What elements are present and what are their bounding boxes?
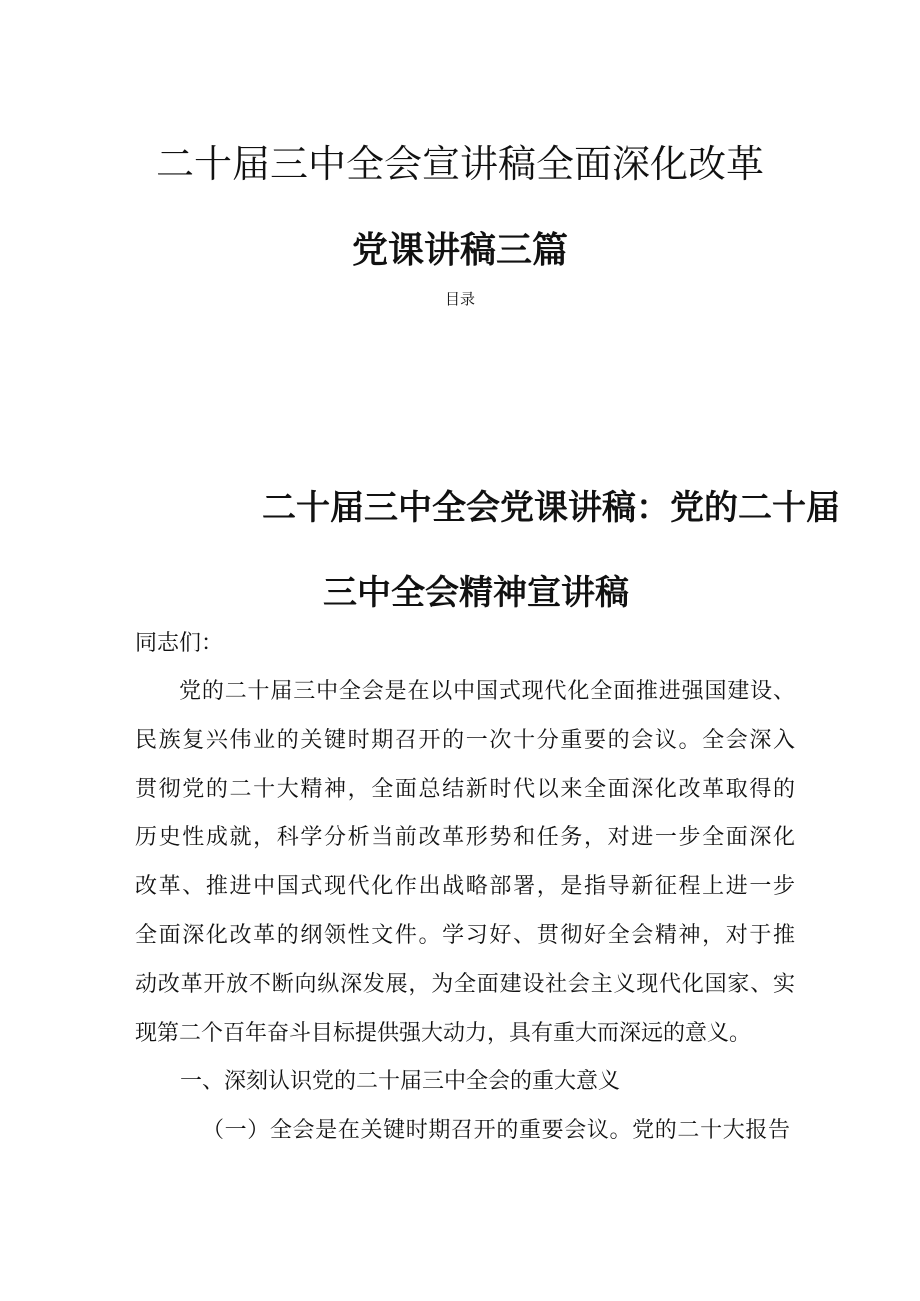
section-heading-1: 一、深刻认识党的二十届三中全会的重大意义: [180, 1069, 621, 1094]
paragraph-2: [202, 1107, 790, 1156]
paragraph-line: 现第二个百年奋斗目标提供强大动力，具有重大而深远的意义。: [135, 1020, 752, 1046]
paragraph-line: 贯彻党的二十大精神，全面总结新时代以来全面深化改革取得的: [135, 776, 795, 802]
section-title-line-1: 二十届三中全会党课讲稿：党的二十届: [262, 488, 840, 528]
document-title-line-2: 党课讲稿三篇: [351, 230, 568, 271]
paragraph-line: 党的二十届三中全会是在以中国式现代化全面推进强国建设、: [179, 679, 795, 704]
paragraph-line: 历史性成就，科学分析当前改革形势和任务，对进一步全面深化: [135, 825, 795, 851]
paragraph-line: 动改革开放不断向纵深发展，为全面建设社会主义现代化国家、实: [135, 971, 795, 997]
table-of-contents-label: 目录: [444, 290, 475, 308]
document-title-line-1: 二十届三中全会宣讲稿全面深化改革: [155, 142, 764, 186]
paragraph-1: [135, 668, 795, 1058]
paragraph-line: 民族复兴伟业的关键时期召开的一次十分重要的会议。全会深入: [135, 727, 795, 753]
paragraph-line: 全面深化改革的纲领性文件。学习好、贯彻好全会精神，对于推: [135, 922, 795, 948]
salutation: 同志们：: [135, 631, 224, 656]
section-title-line-2: 三中全会精神宣讲稿: [323, 573, 629, 613]
paragraph-line: 改革、推进中国式现代化作出战略部署，是指导新征程上进一步: [135, 874, 795, 900]
paragraph-line: （一）全会是在关键时期召开的重要会议。党的二十大报告: [202, 1118, 790, 1143]
